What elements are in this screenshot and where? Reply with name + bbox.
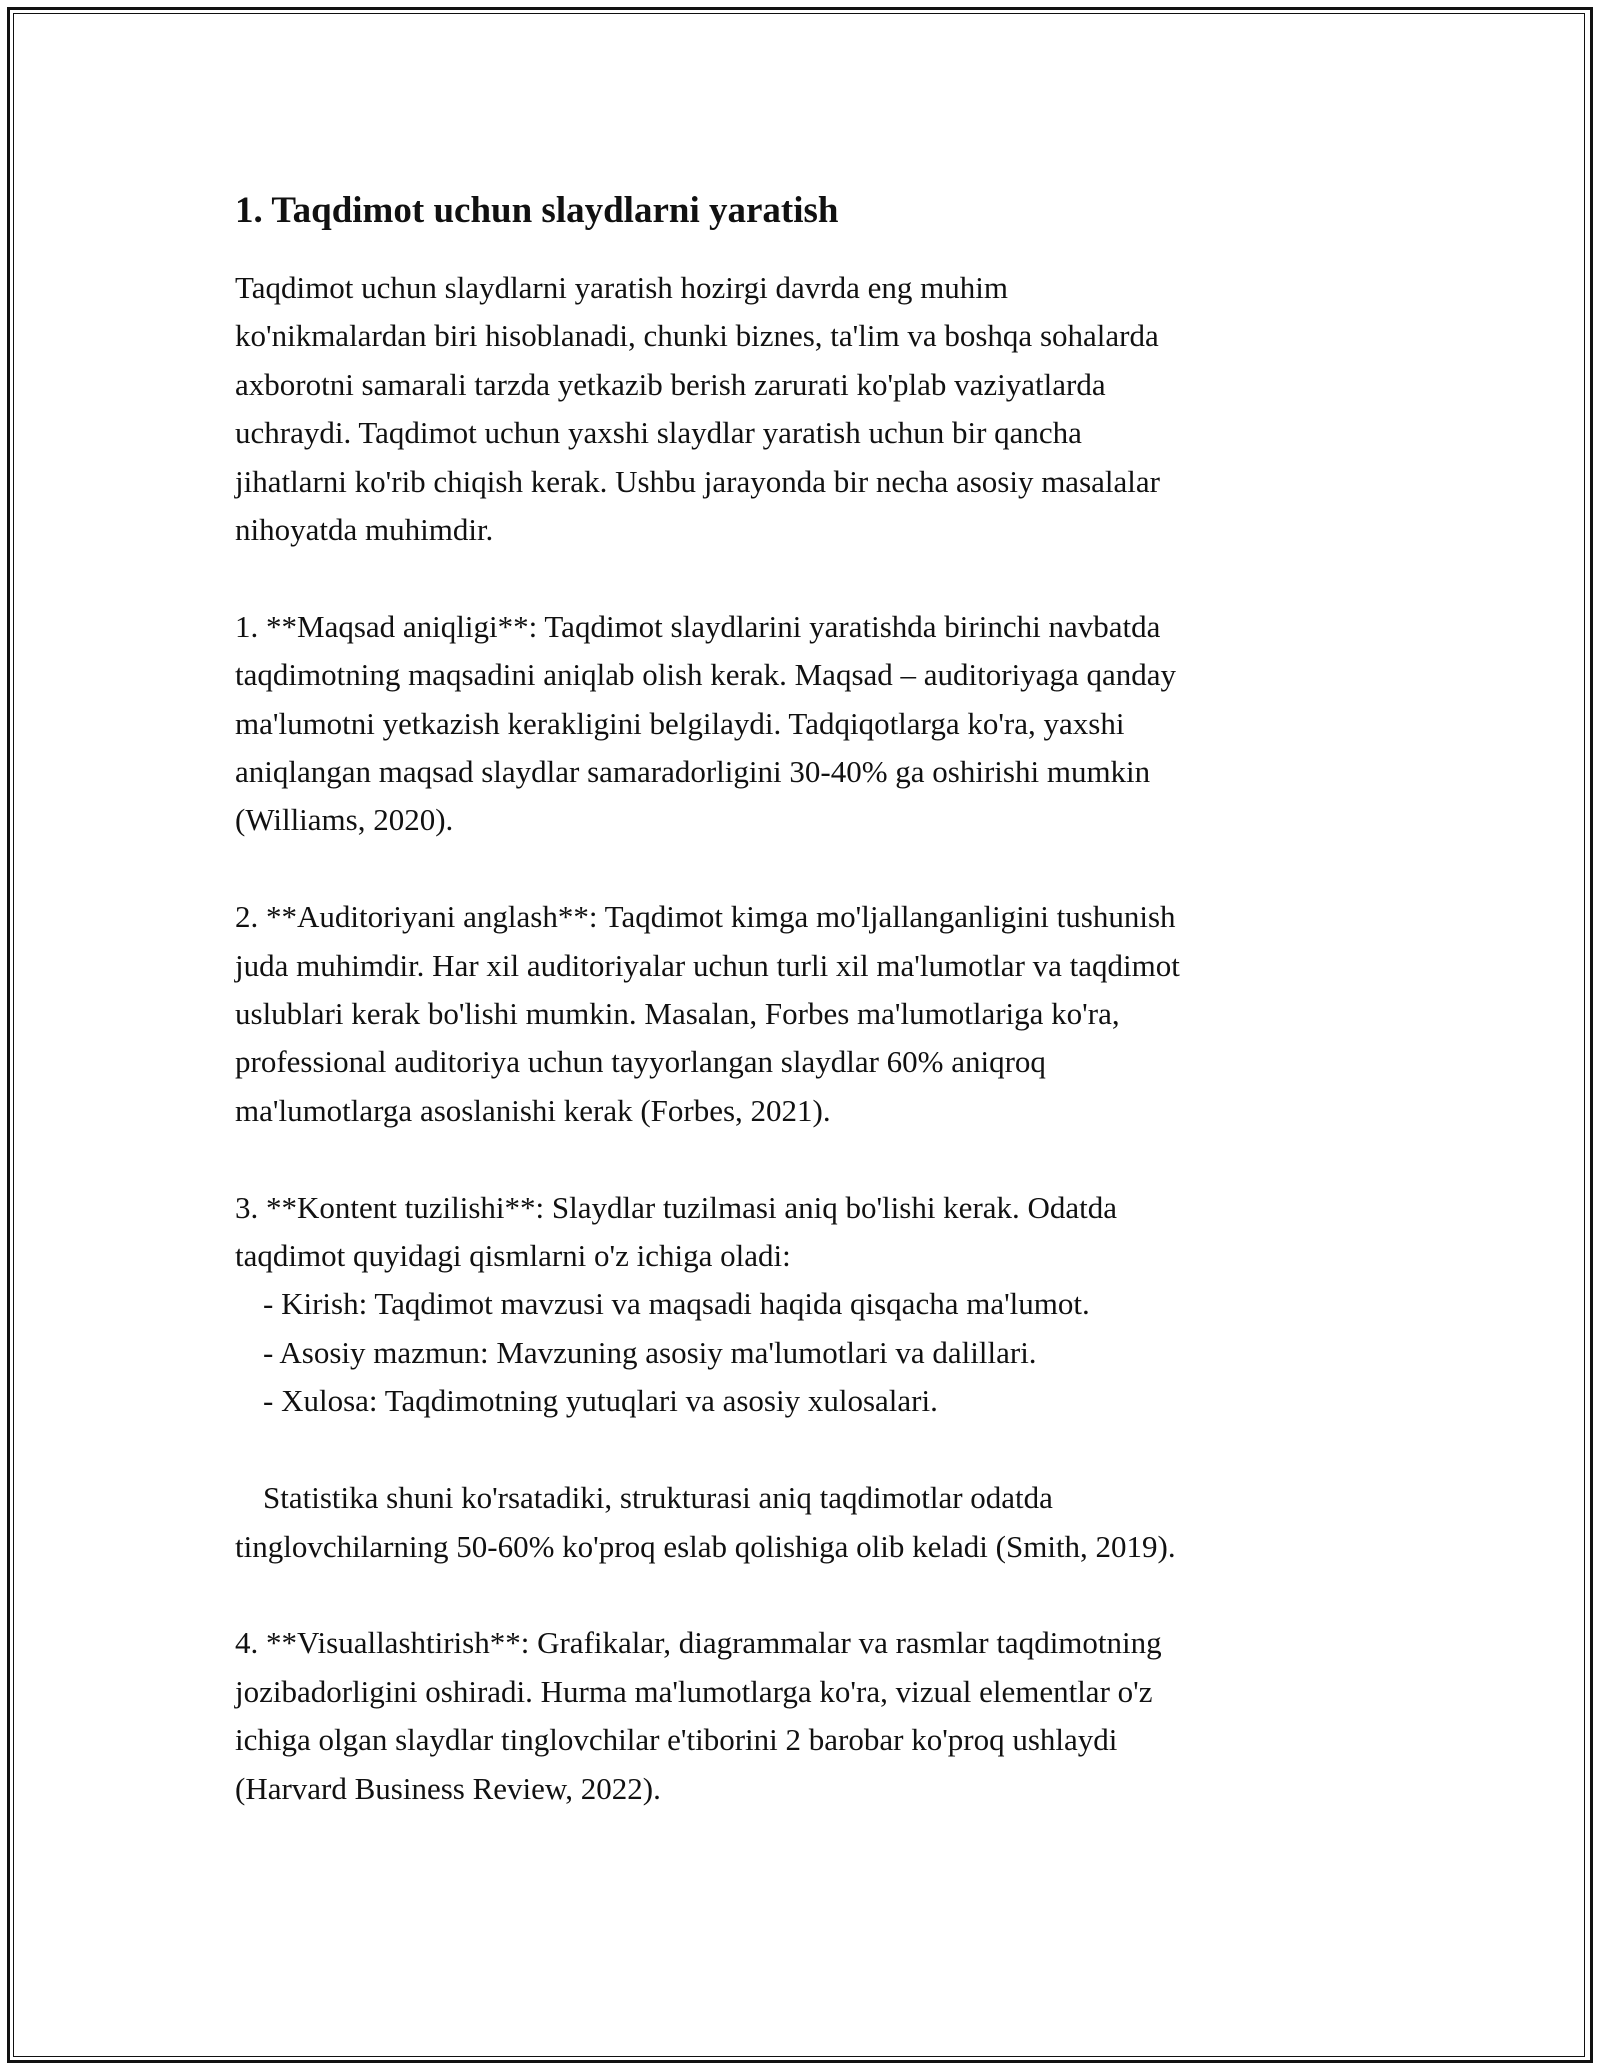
point-3-list-item: - Xulosa: Taqdimotning yutuqlari va asosiy xulosalari. <box>263 1383 938 1419</box>
point-1-paragraph: 1. **Maqsad aniqligi**: Taqdimot slaydlarini yaratishda birinchi navbatda taqdimotning maqsadini aniqlab olish kerak. Maqsad – auditoriyaga qanday ma'lumotni yetkazish kerakligini belgilaydi. Tadqiqotlarga ko'ra, yaxshi aniqlangan maqsad slaydlar samaradorligini 30-40% ga oshirishi mumkin (Williams, 2020). <box>235 608 1176 838</box>
paragraph-gap <box>235 845 1375 893</box>
statistics-line-1: Statistika shuni ko'rsatadiki, strukturasi aniq taqdimotlar odatda <box>263 1480 1053 1516</box>
paragraph-gap <box>235 554 1375 602</box>
paragraph-gap <box>235 1571 1375 1619</box>
point-3-list-item: - Kirish: Taqdimot mavzusi va maqsadi haqida qisqacha ma'lumot. <box>263 1286 1090 1322</box>
point-3-paragraph: 3. **Kontent tuzilishi**: Slaydlar tuzilmasi aniq bo'lishi kerak. Odatda taqdimot quyidagi qismlarni o'z ichiga oladi: <box>235 1189 1118 1274</box>
paragraph-gap <box>235 1426 1375 1474</box>
point-2-paragraph: 2. **Auditoriyani anglash**: Taqdimot kimga mo'ljallanganligini tushunish juda muhimdir. Har xil auditoriyalar uchun turli xil ma'lumotlar va taqdimot uslublari kerak bo'lishi mumkin. Masalan, Forbes ma'lumotlariga ko'ra, professional auditoriya uchun tayyorlangan slaydlar 60% aniqroq ma'lumotlarga asoslanishi kerak (Forbes, 2021). <box>235 899 1180 1128</box>
point-3-list-item: - Asosiy mazmun: Mavzuning asosiy ma'lumotlari va dalillari. <box>263 1334 1037 1370</box>
paragraph-gap <box>235 1135 1375 1183</box>
document-body <box>235 186 1375 1813</box>
statistics-line-2: tinglovchilarning 50-60% ko'proq eslab qolishiga olib keladi (Smith, 2019). <box>235 1528 1176 1564</box>
intro-paragraph: Taqdimot uchun slaydlarni yaratish hozirgi davrda eng muhim ko'nikmalardan biri hisoblanadi, chunki biznes, ta'lim va boshqa sohalarda axborotni samarali tarzda yetkazib berish zarurati ko'plab vaziyatlarda uchraydi. Taqdimot uchun yaxshi slaydlar yaratish uchun bir qancha jihatlarni ko'rib chiqish kerak. Ushbu jarayonda bir necha asosiy masalalar nihoyatda muhimdir. <box>235 270 1160 548</box>
point-4-paragraph: 4. **Visuallashtirish**: Grafikalar, diagrammalar va rasmlar taqdimotning jozibadorligini oshiradi. Hurma ma'lumotlarga ko'ra, vizual elementlar o'z ichiga olgan slaydlar tinglovchilar e'tiborini 2 barobar ko'proq ushlaydi (Harvard Business Review, 2022). <box>235 1625 1162 1806</box>
section-heading: 1. Taqdimot uchun slaydlarni yaratish <box>235 190 839 231</box>
